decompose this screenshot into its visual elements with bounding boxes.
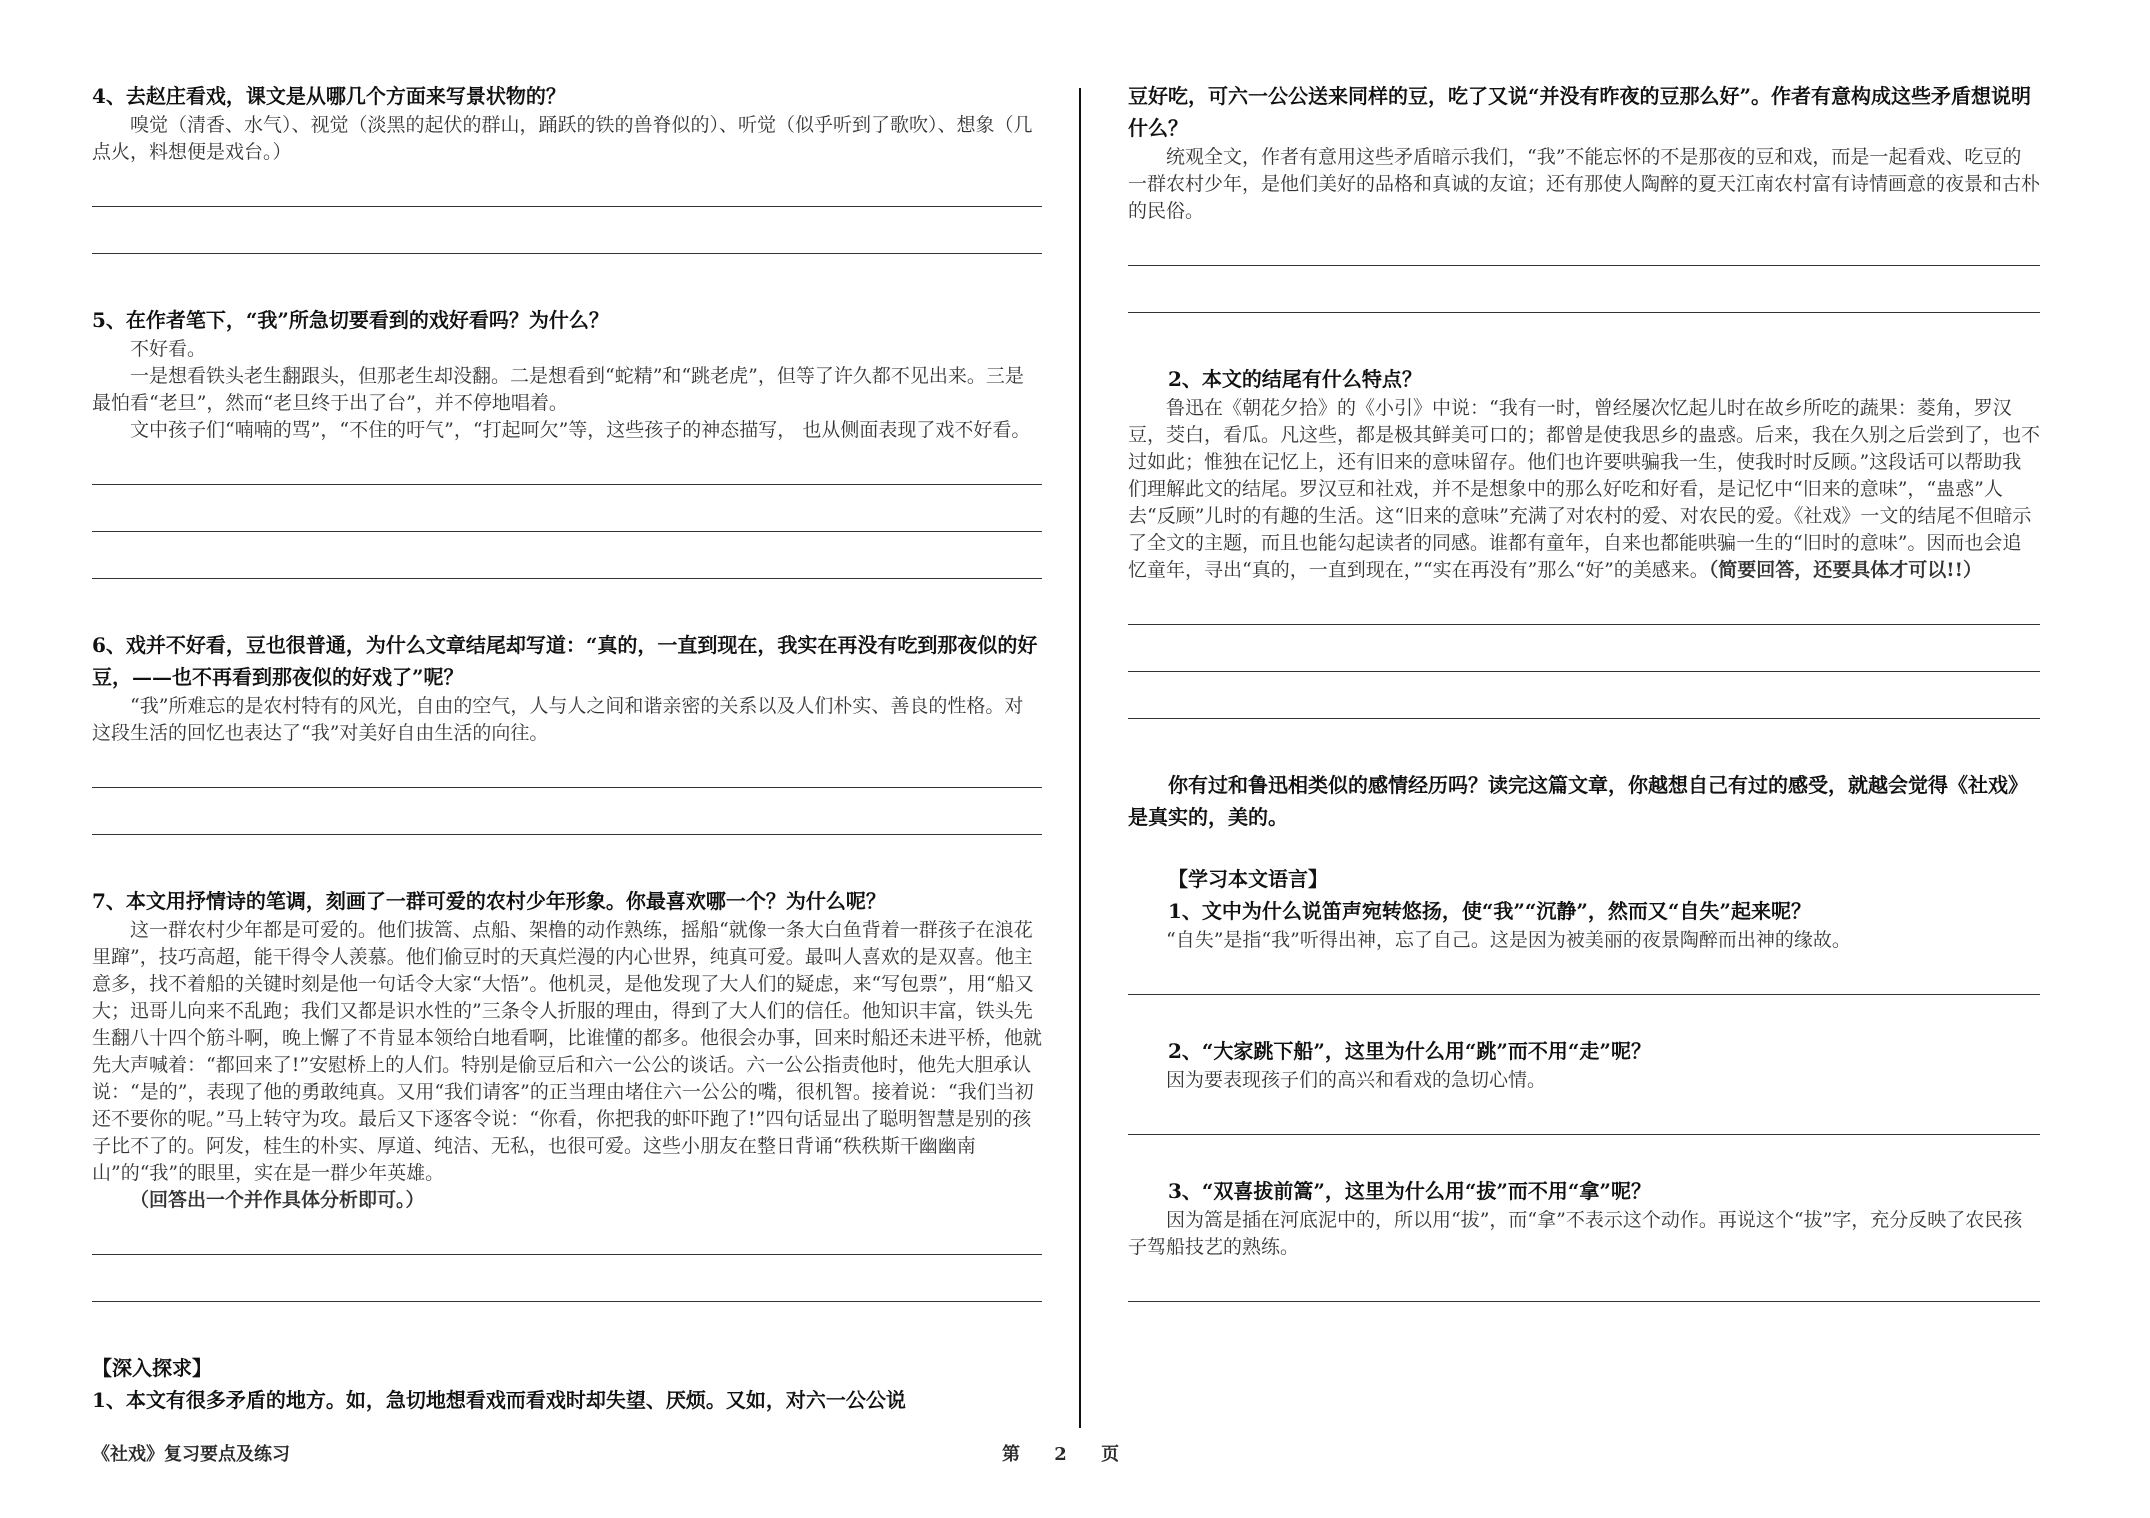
question-7-text: 7、本文用抒情诗的笔调，刻画了一群可爱的农村少年形象。你最喜欢哪一个？为什么呢？ [92,889,886,913]
question-5-text: 5、在作者笔下，“我”所急切要看到的戏好看吗？为什么？ [92,308,609,332]
answer-line[interactable] [92,531,1042,532]
reflection-section [1128,769,2040,833]
question-7 [92,885,1042,1302]
answer-line[interactable] [1128,1301,2040,1302]
left-column [92,80,1042,1416]
footer-page-number [1002,1440,1119,1466]
language-question-3: 3、“双喜拔前篙”，这里为什么用“拔”而不用“拿”呢？ [1168,1179,1651,1203]
question-5 [92,304,1042,579]
explore-question-1-cont: 豆好吃，可六一公公送来同样的豆，吃了又说“并没有昨夜的豆那么好”。作者有意构成这些矛盾想说明什么？ [1128,84,2032,140]
explore-section [92,1352,1042,1416]
right-column [1128,80,2040,1302]
question-4-text: 4、去赵庄看戏，课文是从哪几个方面来写景状物的？ [92,84,566,108]
language-answer-3: 因为篙是插在河底泥中的，所以用“拔”，而“拿”不表示这个动作。再说这个“拔”字，充分反映了农民孩子驾船技艺的熟练。 [1128,1209,2023,1258]
question-6-text: 6、戏并不好看，豆也很普通，为什么文章结尾却写道：“真的，一直到现在，我实在再没有吃到那夜似的好豆，——也不再看到那夜似的好戏了”呢？ [92,633,1038,689]
question-7-answer: 这一群农村少年都是可爱的。他们拔篙、点船、架橹的动作熟练，摇船“就像一条大白鱼背着一群孩子在浪花里蹿”，技巧高超，能干得令人羡慕。他们偷豆时的天真烂漫的内心世界，纯真可爱。最叫人喜欢的是双喜。他主意多，找不着船的关键时刻是他一句话令大家“大悟”。他机灵，是他发现了大人们的疑虑，来“写包票”，用“船又大；迅哥儿向来不乱跑；我们又都是识水性的”三条令人折服的理由，得到了大人们的信任。他知识丰富，铁头先生翻八十四个筋斗啊，晚上懈了不肯显本领给白地看啊，比谁懂的都多。他很会办事，回来时船还未进平桥，他就先大声喊着：“都回来了!”安慰桥上的人们。特别是偷豆后和六一公公的谈话。六一公公指责他时，他先大胆承认说：“是的”，表现了他的勇敢纯真。又用“我们请客”的正当理由堵住六一公公的嘴，很机智。接着说：“我们当初还不要你的呢。”马上转守为攻。最后又下逐客令说：“你看，你把我的虾吓跑了!”四句话显出了聪明智慧是别的孩子比不了的。阿发，桂生的朴实、厚道、纯洁、无私，也很可爱。这些小朋友在整日背诵“秩秩斯干幽幽南山”的“我”的眼里，实在是一群少年英雄。 [92,919,1043,1184]
explore-heading: 【深入探求】 [92,1356,212,1380]
answer-line[interactable] [1128,265,2040,266]
language-heading: 【学习本文语言】 [1168,867,1328,891]
footer-doc-title: 《社戏》复习要点及练习 [92,1444,290,1465]
explore-question-2-answer [1128,395,2040,584]
language-answer-1: “自失”是指“我”听得出神，忘了自己。这是因为被美丽的夜景陶醉而出神的缘故。 [1166,929,1851,951]
answer-line[interactable] [92,1254,1042,1255]
question-4 [92,80,1042,254]
question-6-answer: “我”所难忘的是农村特有的风光，自由的空气，人与人之间和谐亲密的关系以及人们朴实、善良的性格。对这段生活的回忆也表达了“我”对美好自由生活的向往。 [92,695,1024,744]
question-7-note: （回答出一个并作具体分析即可。） [130,1189,425,1211]
language-answer-2: 因为要表现孩子们的高兴和看戏的急切心情。 [1166,1069,1547,1091]
question-5-answer-3: 文中孩子们“喃喃的骂”，“不住的吁气”，“打起呵欠”等，这些孩子的神态描写， 也从侧面表现了戏不好看。 [130,419,1031,441]
answer-line[interactable] [1128,671,2040,672]
page-number: 2 [1054,1444,1067,1465]
language-section [1128,863,2040,1302]
question-6 [92,629,1042,835]
language-question-1: 1、文中为什么说笛声宛转悠扬，使“我”“沉静”，然而又“自失”起来呢？ [1168,899,1811,923]
explore-question-2-answer-text: 鲁迅在《朝花夕拾》的《小引》中说：“我有一时，曾经屡次忆起儿时在故乡所吃的蔬果：菱角，罗汉豆，茭白，看瓜。凡这些，都是极其鲜美可口的；都曾是使我思乡的蛊惑。后来，我在久别之后尝到了，也不过如此；惟独在记忆上，还有旧来的意味留存。他们也许要哄骗我一生，使我时时反顾。”这段话可以帮助我们理解此文的结尾。罗汉豆和社戏，并不是想象中的那么好吃和好看，是记忆中“旧来的意味”，“蛊惑”人去“反顾”儿时的有趣的生活。这“旧来的意味”充满了对农村的爱、对农民的爱。《社戏》一文的结尾不但暗示了全文的主题，而且也能勾起读者的同感。谁都有童年，自来也都能哄骗一生的“旧时的意味”。因而也会追忆童年，寻出“真的，一直到现在，”“实在再没有”那么“好”的美感来。 [1128,397,2041,581]
question-5-answer-2: 一是想看铁头老生翻跟头，但那老生却没翻。二是想看到“蛇精”和“跳老虎”，但等了许久都不见出来。三是最怕看“老旦”，然而“老旦终于出了台”，并不停地唱着。 [92,365,1024,414]
column-divider [1079,88,1081,1428]
explore-question-1-continued [1128,80,2040,313]
question-4-answer: 嗅觉（清香、水气）、视觉（淡黑的起伏的群山，踊跃的铁的兽脊似的）、听觉（似乎听到了歌吹）、想象（几点火，料想便是戏台。） [92,114,1033,163]
answer-line[interactable] [1128,624,2040,625]
question-5-answer-1: 不好看。 [130,338,207,360]
explore-question-2-text: 2、本文的结尾有什么特点？ [1168,367,1422,391]
reflection-text: 你有过和鲁迅相类似的感情经历吗？读完这篇文章，你越想自己有过的感受，就越会觉得《社戏》是真实的，美的。 [1128,773,2028,829]
explore-question-1: 1、本文有很多矛盾的地方。如，急切地想看戏而看戏时却失望、厌烦。又如，对六一公公说 [92,1388,906,1412]
answer-line[interactable] [92,206,1042,207]
explore-question-2-note: （简要回答，还要具体才可以!!） [1708,559,1982,581]
page-suffix: 页 [1101,1444,1120,1465]
explore-question-1-answer: 统观全文，作者有意用这些矛盾暗示我们，“我”不能忘怀的不是那夜的豆和戏，而是一起看戏、吃豆的一群农村少年，是他们美好的品格和真诚的友谊；还有那使人陶醉的夏天江南农村富有诗情画意的夜景和古朴的民俗。 [1128,146,2041,222]
explore-question-2 [1128,363,2040,719]
answer-line[interactable] [92,787,1042,788]
answer-line[interactable] [92,484,1042,485]
page-prefix: 第 [1002,1444,1020,1465]
language-question-2: 2、“大家跳下船”，这里为什么用“跳”而不用“走”呢？ [1168,1039,1651,1063]
